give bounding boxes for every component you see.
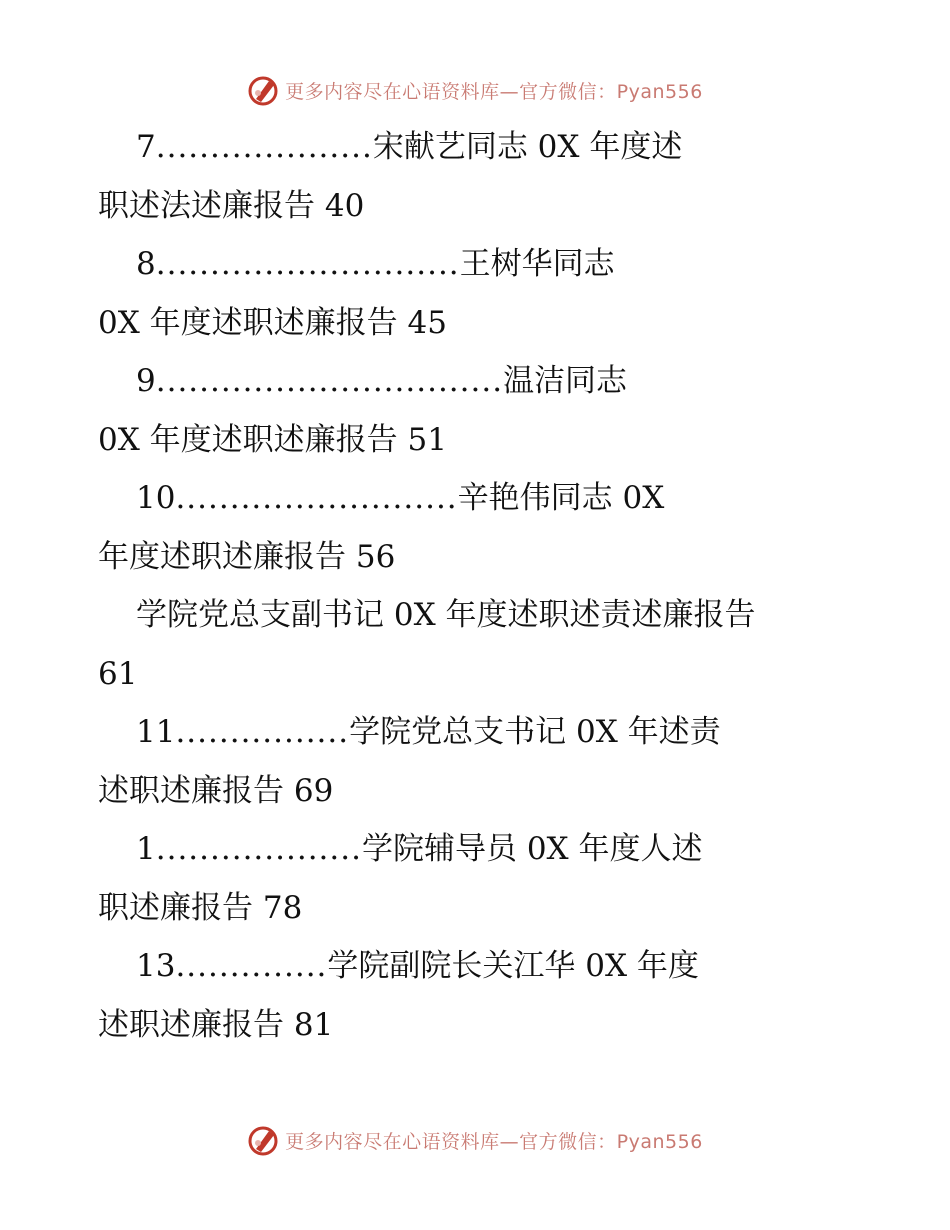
toc-title: 辛艳伟同志 0X [457,480,665,516]
toc-title: 学院辅导员 0X 年度人述 [361,831,703,867]
toc-continuation: 职述法述廉报告 40 [98,187,365,224]
toc-continuation: 年度述职述廉报告 56 [98,538,396,575]
toc-continuation: 述职述廉报告 81 [98,1006,334,1043]
toc-number: 8 [136,246,156,282]
toc-leader: ................................ [155,363,504,399]
toc-number: 7 [136,129,156,165]
toc-number: 13 [136,948,176,984]
pen-logo-icon [247,73,281,107]
toc-continuation: 职述廉报告 78 [98,889,303,926]
toc-entry-deputy-secretary[interactable] [98,586,854,645]
toc-number: 10 [136,480,176,516]
toc-leader: ............................ [155,246,460,282]
toc-continuation: 0X 年度述职述廉报告 51 [98,421,447,458]
toc-continuation: 述职述廉报告 69 [98,772,334,809]
footer-watermark [0,1120,950,1160]
pen-logo-icon [247,1123,281,1157]
watermark-text: 更多内容尽在心语资料库—官方微信：Pyan556 [285,1130,703,1153]
toc-title: 温洁同志 [503,363,628,399]
toc-leader: .................... [155,129,373,165]
toc-entry-7[interactable] [98,118,854,177]
toc-title: 学院党总支书记 0X 年述责 [349,714,721,750]
toc-entry-9[interactable] [98,352,854,411]
toc-entry-10[interactable] [98,469,854,528]
toc-continuation: 0X 年度述职述廉报告 45 [98,304,447,341]
header-watermark [0,70,950,110]
toc-title: 学院副院长关江华 0X 年度 [327,948,699,984]
toc-entry-8[interactable] [98,235,854,294]
toc-entry-11[interactable] [98,703,854,762]
toc-number: 1 [136,831,156,867]
toc-title: 王树华同志 [459,246,615,282]
toc-leader: ................ [175,714,350,750]
toc-entry-1[interactable] [98,820,854,879]
toc-entry-13[interactable] [98,937,854,996]
toc-leader: .......................... [175,480,458,516]
toc-number: 9 [136,363,156,399]
toc-leader: .............. [175,948,328,984]
toc-leader: ................... [155,831,362,867]
toc-number: 11 [136,714,176,750]
table-of-contents [98,118,854,1054]
toc-title: 宋献艺同志 0X 年度述 [372,129,683,165]
toc-continuation: 61 [98,655,138,692]
toc-title: 学院党总支副书记 0X 年度述职述责述廉报告 [136,597,756,633]
watermark-text: 更多内容尽在心语资料库—官方微信：Pyan556 [285,80,703,103]
